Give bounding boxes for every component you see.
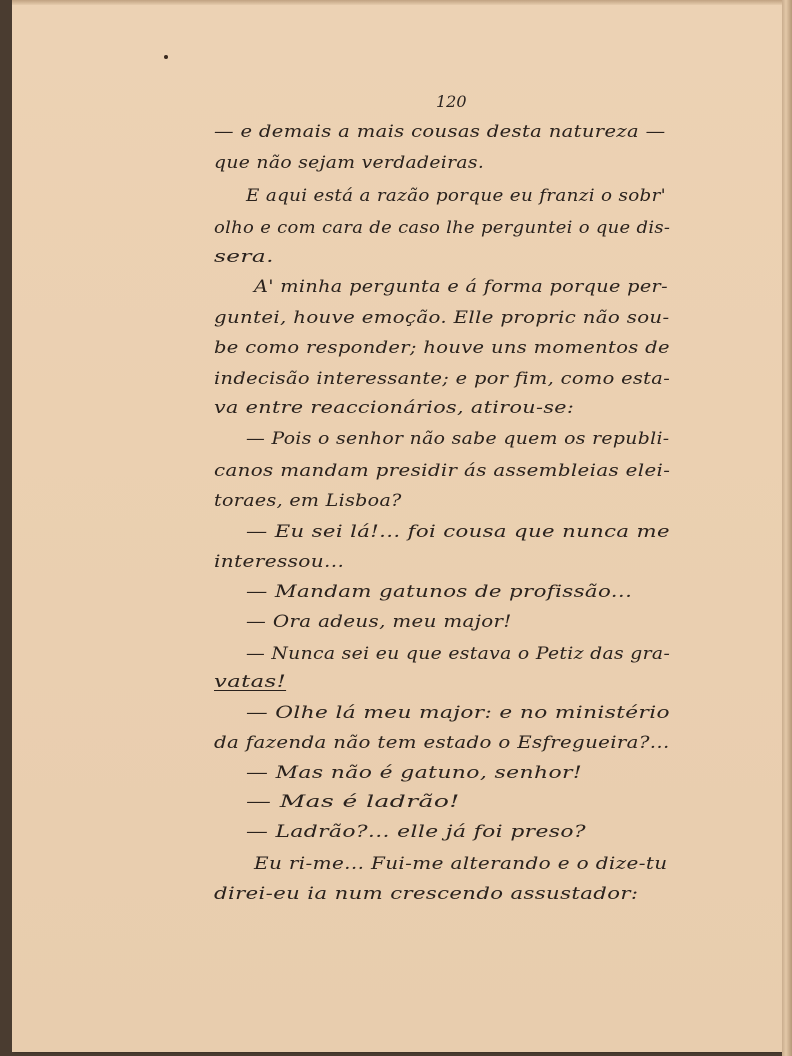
text-line-21: da fazenda não tem estado o Esfregueira?... — [214, 733, 670, 753]
page-number: 120 — [436, 92, 467, 111]
text-line-16: — Mandam gatunos de profissão... — [246, 582, 633, 602]
text-line-1: — e demais a mais cousas desta natureza — — [214, 122, 666, 142]
text-line-14: — Eu sei lá!... foi cousa que nunca me — [246, 522, 670, 542]
text-line-22: — Mas não é gatuno, senhor! — [246, 763, 583, 783]
text-line-3: E aqui está a razão porque eu franzi o sobr' — [246, 186, 667, 206]
text-line-6: A' minha pergunta e á forma porque per- — [254, 277, 668, 297]
text-line-18: — Nunca sei eu que estava o Petiz das gra- — [246, 644, 671, 664]
text-line-8: be como responder; houve uns momentos de — [214, 338, 670, 358]
text-line-19: vatas! — [214, 672, 287, 692]
text-line-25: Eu ri-me... Fui-me alterando e o dize-tu — [254, 854, 668, 874]
page-top-edge — [12, 0, 782, 5]
text-line-26: direi-eu ia num crescendo assustador: — [214, 884, 639, 904]
text-line-12: canos mandam presidir ás assembleias elei- — [214, 461, 671, 481]
text-line-5: sera. — [214, 247, 274, 267]
text-line-20: — Olhe lá meu major: e no ministério — [246, 703, 670, 723]
text-line-4: olho e com cara de caso lhe perguntei o que dis- — [214, 218, 671, 238]
page-right-edge — [782, 0, 792, 1056]
text-line-17: — Ora adeus, meu major! — [246, 612, 512, 632]
text-line-2: que não sejam verdadeiras. — [214, 153, 485, 173]
text-line-7: guntei, houve emoção. Elle propric não sou- — [214, 308, 670, 328]
text-line-13: toraes, em Lisboa? — [214, 491, 402, 511]
text-line-15: interessou... — [214, 552, 345, 572]
punch-hole — [164, 55, 168, 59]
text-line-11: — Pois o senhor não sabe quem os republi- — [246, 429, 670, 449]
text-line-23: — Mas é ladrão! — [246, 792, 460, 812]
text-line-9: indecisão interessante; e por fim, como esta- — [214, 369, 671, 389]
text-line-24: — Ladrão?... elle já foi preso? — [246, 822, 586, 842]
text-line-10: va entre reaccionários, atirou-se: — [214, 398, 575, 418]
